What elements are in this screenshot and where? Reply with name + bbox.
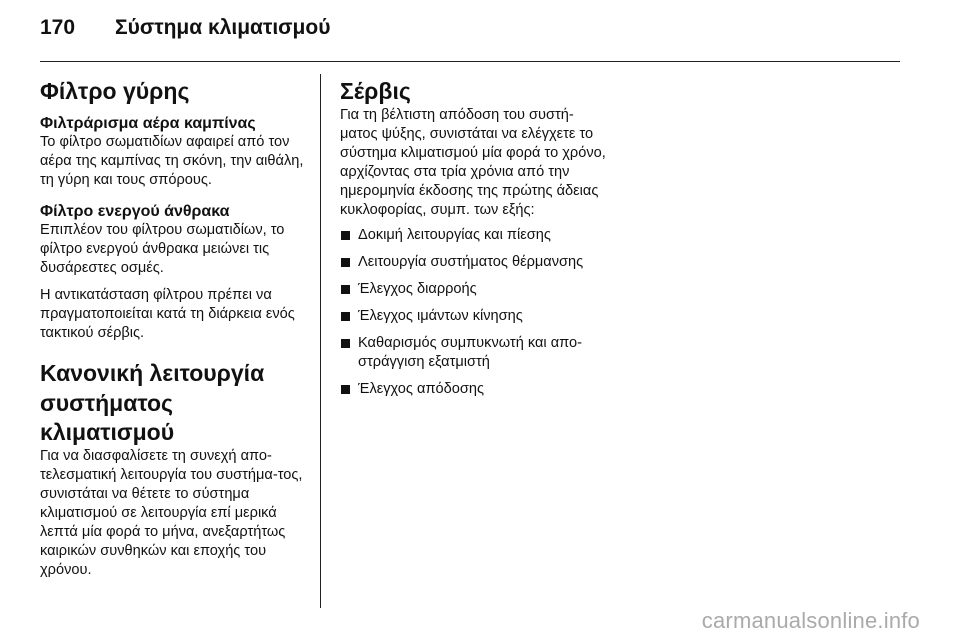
page-number: 170 xyxy=(40,16,76,39)
section-title-operation-line2: συστήματος κλιματισμού xyxy=(40,390,175,445)
square-bullet-icon xyxy=(341,285,350,294)
heading-cabin-air-filtration: Φιλτράρισμα αέρα καμπίνας xyxy=(40,115,256,132)
square-bullet-icon xyxy=(341,385,350,394)
section-title-operation-line1: Κανονική λειτουργία xyxy=(40,360,265,386)
column-divider xyxy=(320,74,321,608)
square-bullet-icon xyxy=(341,339,350,348)
chapter-title: Σύστημα κλιματισμού xyxy=(115,16,331,39)
square-bullet-icon xyxy=(341,231,350,240)
service-checklist xyxy=(340,226,610,399)
heading-activated-carbon: Φίλτρο ενεργού άνθρακα xyxy=(40,203,230,220)
page-header xyxy=(40,16,330,46)
list-item: Καθαρισμός συμπυκνωτή και απο-στράγγιση εξατμιστή xyxy=(340,334,610,372)
left-column xyxy=(40,76,308,580)
list-item: Έλεγχος ιμάντων κίνησης xyxy=(340,307,610,326)
list-item: Λειτουργία συστήματος θέρμανσης xyxy=(340,253,610,272)
text-cabin-air-filtration: Το φίλτρο σωματιδίων αφαιρεί από τον αέρα της καμπίνας τη σκόνη, την αιθάλη, τη γύρη και τους σπόρους. xyxy=(40,134,304,188)
section-title-service: Σέρβις xyxy=(340,78,411,104)
section-title-pollen-filter: Φίλτρο γύρης xyxy=(40,78,190,104)
text-filter-replacement: Η αντικατάσταση φίλτρου πρέπει να πραγματοποιείται κατά τη διάρκεια ενός τακτικού σέρβις. xyxy=(40,287,295,341)
header-rule xyxy=(40,61,900,62)
square-bullet-icon xyxy=(341,312,350,321)
text-service-intro: Για τη βέλτιστη απόδοση του συστή-ματος ψύξης, συνιστάται να ελέγχετε το σύστημα κλιματισμού μία φορά το χρόνο, αρχίζοντας στα τρία χρόνια από την ημερομηνία έκδοσης της πρώτης άδειας κυκλοφορίας, συμπ. των εξής: xyxy=(340,107,606,218)
list-item: Έλεγχος διαρροής xyxy=(340,280,610,299)
watermark: carmanualsonline.info xyxy=(701,608,920,633)
list-item: Δοκιμή λειτουργίας και πίεσης xyxy=(340,226,610,245)
square-bullet-icon xyxy=(341,258,350,267)
text-activated-carbon: Επιπλέον του φίλτρου σωματιδίων, το φίλτρο ενεργού άνθρακα μειώνει τις δυσάρεστες οσμές. xyxy=(40,222,285,276)
text-regular-operation: Για να διασφαλίσετε τη συνεχή απο-τελεσματική λειτουργία του συστήμα-τος, συνιστάται να θέτετε το σύστημα κλιματισμού σε λειτουργία επί μερικά λεπτά μία φορά το μήνα, ανεξαρτήτως καιρικών συνθηκών και εποχής του χρόνου. xyxy=(40,448,303,578)
right-column xyxy=(340,76,610,407)
list-item: Έλεγχος απόδοσης xyxy=(340,380,610,399)
